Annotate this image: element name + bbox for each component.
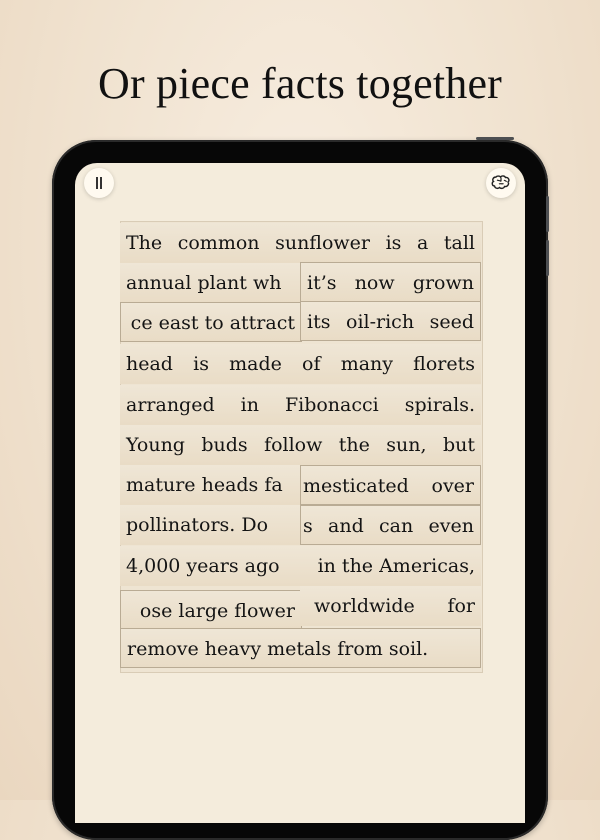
fragment-strip[interactable]: in the Americas, [300,546,481,586]
brain-button[interactable] [486,168,516,198]
fragment-strip[interactable]: The common sunflower is a tall [120,223,481,263]
fragment-strip[interactable]: pollinators. Do [120,505,302,545]
fragment-strip[interactable]: annual plant wh [120,263,302,303]
fragment-strip-draggable[interactable]: mesticated over [300,465,481,505]
pause-icon [95,177,103,189]
fragment-strip[interactable]: mature heads fa [120,465,302,505]
fragment-strip[interactable]: head is made of many florets [120,344,481,384]
brain-icon [490,174,512,192]
volume-up-button [546,196,549,232]
headline: Or piece facts together [97,59,503,108]
volume-down-button [546,240,549,276]
fragment-strip-draggable[interactable]: it’s now grown [300,262,481,302]
fragment-strip-draggable[interactable]: s and can even [300,505,481,545]
fragment-strip-draggable[interactable]: remove heavy metals from soil. [120,628,481,668]
fragment-strip-draggable[interactable]: ce east to attract [120,302,302,342]
fragment-strip[interactable]: arranged in Fibonacci spirals. [120,385,481,425]
fragment-strip-draggable[interactable]: ose large flower [120,590,302,630]
pause-button[interactable] [84,168,114,198]
fragment-strip[interactable]: 4,000 years ago [120,546,302,586]
fragment-strip[interactable]: worldwide for [300,586,481,626]
fragment-strip[interactable]: Young buds follow the sun, but [120,425,481,465]
top-button [476,137,514,140]
fragment-strip-draggable[interactable]: its oil-rich seed [300,301,481,341]
